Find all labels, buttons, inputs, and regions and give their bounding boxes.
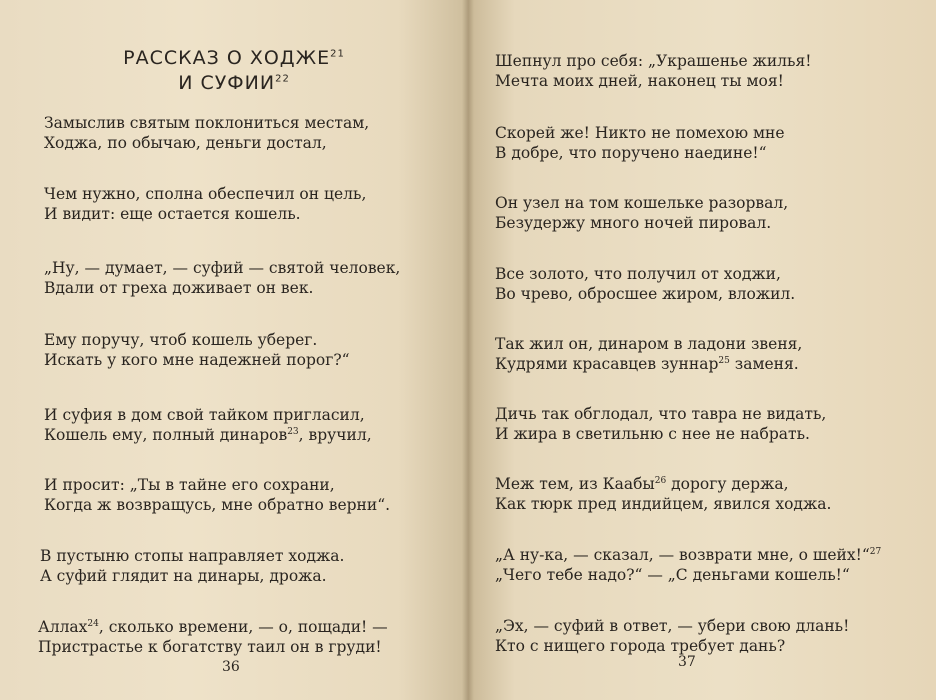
verse-line: „Чего тебе надо?“ — „С деньгами кошель!“ — [495, 566, 850, 584]
verse-text: заменя. — [729, 355, 799, 373]
verse-line: Пристрастье к богатству таил он в груди! — [38, 638, 382, 656]
stanza — [495, 616, 849, 656]
title-text-2: И СУФИИ — [178, 72, 276, 94]
verse-line: А суфий глядит на динары, дрожа. — [40, 567, 327, 585]
verse-line: Безудержу много ночей пировал. — [495, 214, 772, 232]
stanza — [44, 184, 366, 224]
verse-line: В пустыню стопы направляет ходжа. — [40, 547, 345, 565]
verse-line: Мечта моих дней, наконец ты моя! — [495, 72, 784, 90]
book-gutter — [462, 0, 474, 700]
verse-text: Аллах — [38, 618, 88, 636]
stanza — [44, 258, 400, 298]
verse-line: Дичь так обглодал, что тавра не видать, — [495, 405, 827, 423]
verse-line: Ходжа, по обычаю, деньги достал, — [44, 134, 327, 152]
verse-line: Замыслив святым поклониться местам, — [44, 114, 370, 132]
verse-line: И просит: „Ты в тайне его сохрани, — [44, 476, 335, 494]
verse-line: Когда ж возвращусь, мне обратно верни“. — [44, 496, 391, 514]
verse-line — [495, 354, 802, 374]
footnote-ref: 27 — [869, 546, 882, 557]
stanza — [495, 334, 802, 374]
stanza — [495, 474, 831, 514]
verse-text: „А ну-ка, — сказал, — возврати мне, о шейх!“ — [495, 546, 870, 564]
poem-title-line1 — [0, 46, 468, 70]
verse-line: Искать у кого мне надежней порог?“ — [44, 351, 350, 369]
footnote-ref: 25 — [718, 355, 730, 366]
verse-line: Как тюрк пред индийцем, явился ходжа. — [495, 495, 832, 513]
verse-line — [44, 425, 372, 445]
verse-text: Кошель ему, полный динаров — [44, 426, 288, 444]
verse-line — [495, 545, 881, 565]
stanza — [44, 405, 372, 445]
stanza — [44, 475, 390, 515]
verse-line: „Эх, — суфий в ответ, — убери свою длань! — [495, 617, 850, 635]
stanza — [495, 123, 785, 163]
verse-text: Кудрями красавцев зуннар — [495, 355, 719, 373]
verse-text: , сколько времени, — о, пощади! — — [98, 618, 388, 636]
stanza — [40, 546, 344, 586]
verse-line: Чем нужно, сполна обеспечил он цель, — [44, 185, 367, 203]
verse-text: , вручил, — [298, 426, 372, 444]
verse-line: Скорей же! Никто не помехою мне — [495, 124, 785, 142]
stanza — [38, 617, 388, 657]
footnote-ref: 21 — [330, 48, 345, 60]
verse-line: Шепнул про себя: „Украшенье жилья! — [495, 52, 812, 70]
footnote-ref: 23 — [287, 426, 299, 437]
verse-line: „Ну, — думает, — суфий — святой человек, — [44, 259, 401, 277]
stanza — [495, 404, 826, 444]
verse-line: И суфия в дом свой тайком пригласил, — [44, 406, 365, 424]
stanza — [495, 264, 795, 304]
page-number: 36 — [222, 659, 240, 675]
stanza — [495, 193, 788, 233]
verse-line: Вдали от греха доживает он век. — [44, 279, 314, 297]
verse-line — [495, 474, 831, 494]
page-number: 37 — [678, 654, 696, 670]
verse-line: Он узел на том кошельке разорвал, — [495, 194, 789, 212]
stanza — [495, 51, 811, 91]
title-text-1: РАССКАЗ О ХОДЖЕ — [123, 47, 331, 69]
verse-line — [38, 617, 388, 637]
verse-text: Меж тем, из Каабы — [495, 475, 655, 493]
stanza — [495, 545, 881, 585]
verse-line: Все золото, что получил от ходжи, — [495, 265, 781, 283]
poem-title-line2 — [0, 71, 468, 95]
verse-line: Во чрево, обросшее жиром, вложил. — [495, 285, 796, 303]
stanza — [44, 330, 350, 370]
stanza — [44, 113, 369, 153]
verse-line: Кто с нищего города требует дань? — [495, 637, 786, 655]
verse-line: Ему поручу, чтоб кошель уберег. — [44, 331, 318, 349]
footnote-ref: 26 — [654, 475, 667, 486]
verse-line: И жира в светильню с нее не набрать. — [495, 425, 810, 443]
footnote-ref: 22 — [275, 73, 290, 85]
verse-line: В добре, что поручено наедине!“ — [495, 144, 767, 162]
footnote-ref: 24 — [87, 618, 99, 629]
verse-text: дорогу держа, — [666, 475, 789, 493]
verse-line: Так жил он, динаром в ладони звеня, — [495, 335, 803, 353]
verse-line: И видит: еще остается кошель. — [44, 205, 301, 223]
